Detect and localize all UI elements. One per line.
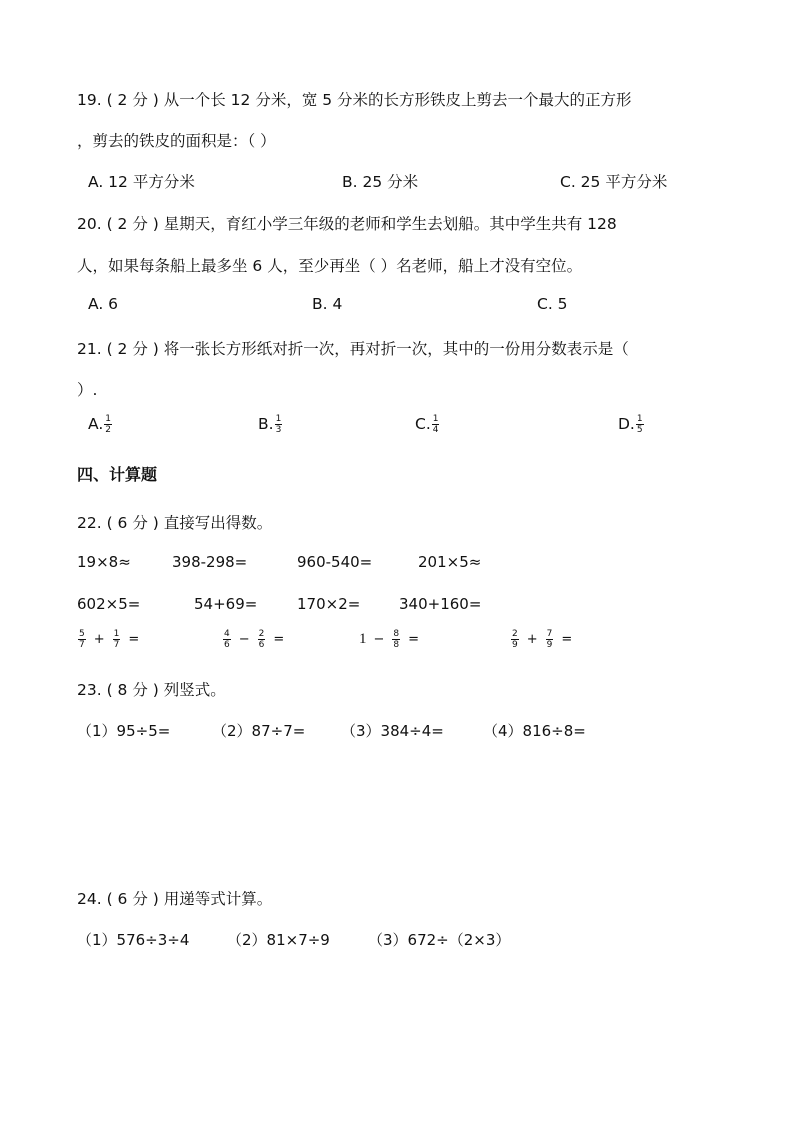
q21-option-c xyxy=(415,414,440,435)
fraction xyxy=(392,629,400,650)
q19-option-a: A. 12 平方分米 xyxy=(88,173,195,191)
fraction-numerator: 1 xyxy=(105,414,111,424)
operator: − xyxy=(238,632,250,647)
fraction-numerator: 4 xyxy=(224,629,230,639)
q19-option-c: C. 25 平方分米 xyxy=(560,173,668,191)
q22-row2-item4: 340+160= xyxy=(399,595,482,613)
fraction-numerator: 1 xyxy=(113,629,120,639)
q20-line2: 人，如果每条船上最多坐 6 人，至少再坐（ ）名老师，船上才没有空位。 xyxy=(77,257,583,275)
q19-line2: ，剪去的铁皮的面积是：（ ） xyxy=(77,132,276,150)
fraction xyxy=(223,629,231,650)
q22-row3-item4 xyxy=(510,629,575,650)
fraction-denominator: 4 xyxy=(432,425,439,435)
fraction-numerator: 2 xyxy=(258,629,265,639)
fraction xyxy=(636,414,644,435)
operator: + xyxy=(93,632,105,647)
fraction-denominator: 7 xyxy=(79,640,85,650)
q24-line1: 24. ( 6 分 ) 用递等式计算。 xyxy=(77,890,273,908)
q20-option-b: B. 4 xyxy=(312,295,343,313)
fraction xyxy=(104,414,112,435)
q21-option-d-label: D. xyxy=(618,415,635,433)
fraction xyxy=(258,629,266,650)
q24-item3: （3）672÷（2×3） xyxy=(368,931,511,949)
q22-row2-item1: 602×5= xyxy=(77,595,141,613)
operator: − xyxy=(373,632,385,647)
q22-row1-item2: 398-298= xyxy=(172,553,248,571)
q21-line2: ）. xyxy=(77,381,98,399)
fraction xyxy=(511,629,519,650)
q22-row3-item3 xyxy=(359,629,422,650)
fraction-denominator: 9 xyxy=(546,640,553,650)
fraction xyxy=(78,629,86,650)
q22-row1-item3: 960-540= xyxy=(297,553,373,571)
fraction-numerator: 1 xyxy=(275,414,282,424)
fraction-numerator: 1 xyxy=(432,414,439,424)
q22-row3-item2 xyxy=(222,629,287,650)
equals-sign: = xyxy=(561,632,573,647)
q21-option-b xyxy=(258,414,283,435)
q22-line1: 22. ( 6 分 ) 直接写出得数。 xyxy=(77,514,273,532)
whole-number: 1 xyxy=(359,631,367,647)
q23-line1: 23. ( 8 分 ) 列竖式。 xyxy=(77,681,226,699)
section-heading: 四、计算题 xyxy=(77,465,158,484)
fraction-denominator: 8 xyxy=(393,640,400,650)
fraction-denominator: 9 xyxy=(512,640,518,650)
q22-row1-item1: 19×8≈ xyxy=(77,553,131,571)
q22-row2-item2: 54+69= xyxy=(194,595,258,613)
q21-option-b-label: B. xyxy=(258,415,274,433)
fraction-numerator: 8 xyxy=(393,629,400,639)
fraction-numerator: 5 xyxy=(79,629,85,639)
q21-line1: 21. ( 2 分 ) 将一张长方形纸对折一次，再对折一次，其中的一份用分数表示是（ xyxy=(77,340,629,358)
q23-item4: （4）816÷8= xyxy=(483,722,586,740)
q21-option-d xyxy=(618,414,645,435)
q20-line1: 20. ( 2 分 ) 星期天，育红小学三年级的老师和学生去划船。其中学生共有 128 xyxy=(77,215,617,233)
fraction-numerator: 1 xyxy=(636,414,643,424)
fraction xyxy=(113,629,121,650)
fraction-denominator: 2 xyxy=(105,425,111,435)
q23-item3: （3）384÷4= xyxy=(341,722,444,740)
fraction-denominator: 3 xyxy=(275,425,282,435)
q22-row3-item1 xyxy=(77,629,142,650)
fraction xyxy=(432,414,440,435)
q19-option-b: B. 25 分米 xyxy=(342,173,419,191)
operator: + xyxy=(526,632,538,647)
fraction-denominator: 7 xyxy=(113,640,120,650)
fraction-denominator: 6 xyxy=(258,640,265,650)
equals-sign: = xyxy=(408,632,420,647)
q24-item2: （2）81×7÷9 xyxy=(227,931,330,949)
q23-item2: （2）87÷7= xyxy=(212,722,306,740)
q22-row1-item4: 201×5≈ xyxy=(418,553,482,571)
q22-row2-item3: 170×2= xyxy=(297,595,361,613)
fraction-numerator: 7 xyxy=(546,629,553,639)
q20-option-a: A. 6 xyxy=(88,295,119,313)
equals-sign: = xyxy=(128,632,140,647)
q20-option-c: C. 5 xyxy=(537,295,568,313)
q21-option-c-label: C. xyxy=(415,415,431,433)
fraction-numerator: 2 xyxy=(512,629,518,639)
q21-option-a xyxy=(88,414,113,435)
q24-item1: （1）576÷3÷4 xyxy=(77,931,190,949)
fraction-denominator: 5 xyxy=(636,425,643,435)
fraction xyxy=(546,629,554,650)
equals-sign: = xyxy=(273,632,285,647)
q19-line1: 19. ( 2 分 ) 从一个长 12 分米，宽 5 分米的长方形铁皮上剪去一个最大的正方形 xyxy=(77,91,632,109)
fraction xyxy=(275,414,283,435)
q21-option-a-label: A. xyxy=(88,415,104,433)
fraction-denominator: 6 xyxy=(224,640,230,650)
q23-item1: （1）95÷5= xyxy=(77,722,171,740)
